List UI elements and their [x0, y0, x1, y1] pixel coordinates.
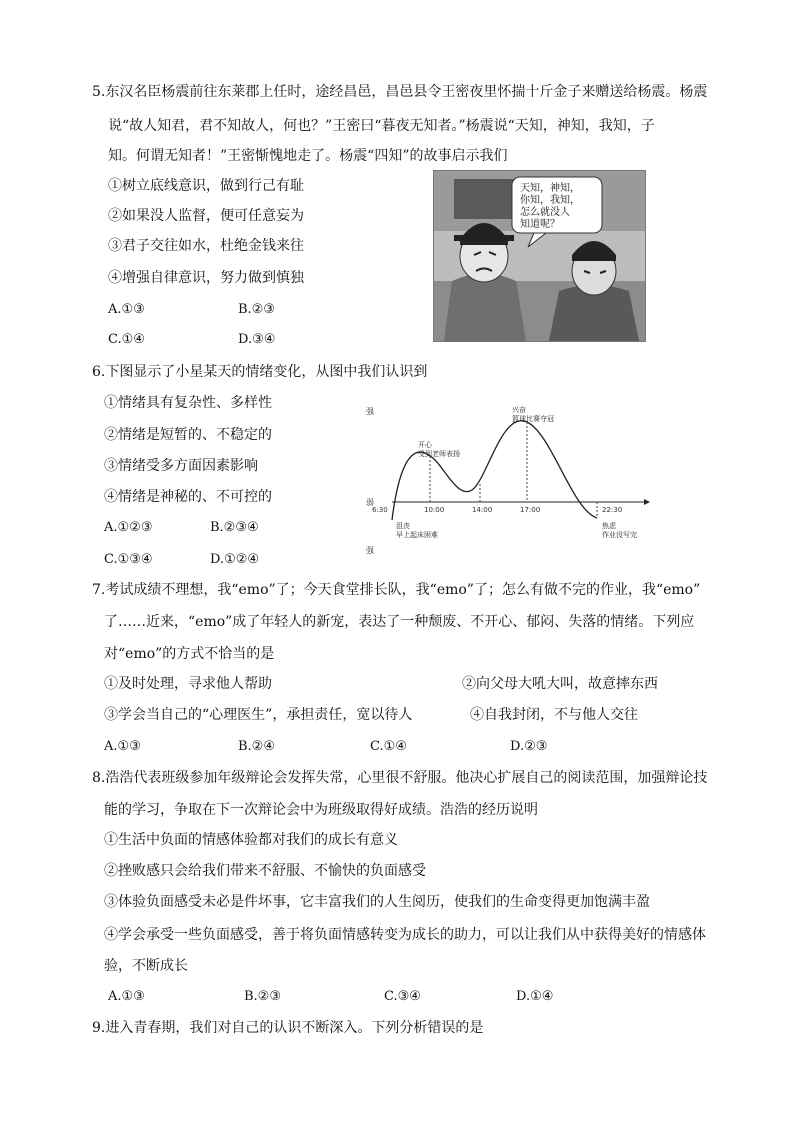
q8-item-3: ③体验负面感受未必是件坏事，它丰富我们的人生阅历，使我们的生命变得更加饱满丰盈	[104, 894, 650, 910]
q8-option-b: B.②③	[244, 989, 281, 1004]
q8-item-2: ②挫败感只会给我们带来不舒服、不愉快的负面感受	[104, 863, 426, 879]
q7-option-c: C.①④	[370, 739, 407, 754]
q5-option-a: A.①③	[108, 302, 145, 317]
q7-option-b: B.②④	[238, 739, 275, 754]
q8-item-4: ④学会承受一些负面感受，善于将负面情感转变为成长的助力，可以让我们从中获得美好的情感体	[104, 927, 706, 943]
q8-option-c: C.③④	[384, 989, 421, 1004]
q8-option-a: A.①③	[108, 989, 145, 1004]
q5-cartoon-illustration	[433, 170, 646, 342]
x-tick-2230: 22:30	[602, 506, 623, 514]
q7-stem-line-2: 了……近来，“emo”成了年轻人的新宠，表达了一种颓废、不开心、郁闷、失落的情绪。下列应	[104, 614, 695, 630]
q6-option-a: A.①②③	[104, 520, 153, 535]
q5-stem-line-1: 5.东汉名臣杨震前往东莱郡上任时，途经昌邑，昌邑县令王密夜里怀揣十斤金子来赠送给杨震。杨震	[92, 84, 708, 100]
q5-item-2: ②如果没人监督，便可任意妄为	[108, 208, 304, 224]
bubble-line-3: 怎么就没人	[520, 207, 570, 218]
mood-chart	[362, 400, 654, 560]
q7-item-2: ②向父母大吼大叫，故意摔东西	[462, 676, 658, 692]
x-axis-arrow	[644, 499, 650, 505]
cartoon-drawing	[434, 171, 645, 341]
q5-option-b: B.②③	[238, 302, 275, 317]
q5-item-3: ③君子交往如水，杜绝金钱来往	[108, 238, 304, 254]
q5-stem-line-2: 说“故人知君，君不知故人，何也？”王密曰“暮夜无知者。”杨震说“天知，神知，我知，子	[108, 118, 655, 134]
q5-option-d: D.③④	[238, 332, 276, 347]
q6-option-b: B.②③④	[210, 520, 259, 535]
x-tick-630: 6:30	[372, 506, 388, 514]
annotation-anxious: 焦虑	[602, 522, 616, 530]
x-tick-1000: 10:00	[424, 506, 445, 514]
mood-curve	[392, 421, 597, 520]
q6-option-d: D.①②④	[210, 552, 260, 567]
x-tick-1400: 14:00	[472, 506, 493, 514]
q6-stem: 6.下图显示了小星某天的情绪变化，从图中我们认识到	[92, 364, 428, 380]
q7-stem-line-3: 对“emo”的方式不恰当的是	[104, 646, 275, 662]
annotation-anxious-cause: 作业没写完	[602, 531, 637, 539]
q7-item-3: ③学会当自己的“心理医生”，承担责任，宽以待人	[104, 707, 413, 723]
q6-item-2: ②情绪是短暂的、不稳定的	[104, 427, 272, 443]
q6-option-c: C.①③④	[104, 552, 153, 567]
q6-item-4: ④情绪是神秘的、不可控的	[104, 489, 272, 505]
q9-stem: 9.进入青春期，我们对自己的认识不断深入。下列分析错误的是	[92, 1020, 484, 1036]
q8-item-1: ①生活中负面的情感体验都对我们的成长有意义	[104, 832, 398, 848]
q7-option-d: D.②③	[510, 739, 548, 754]
y-label-top: 强	[366, 407, 374, 416]
q5-item-4: ④增强自律意识，努力做到慎独	[108, 270, 304, 286]
q5-option-c: C.①④	[108, 332, 145, 347]
x-tick-1700: 17:00	[520, 506, 541, 514]
annotation-depressed-cause: 早上起床困难	[396, 531, 438, 539]
q7-stem-line-1: 7.考试成绩不理想，我“emo”了；今天食堂排长队，我“emo”了；怎么有做不完的作业，我“emo”	[92, 582, 701, 598]
bubble-line-2: 你知，我知，	[520, 195, 580, 206]
q7-item-4: ④自我封闭，不与他人交往	[470, 707, 638, 723]
q5-stem-line-3: 知。何谓无知者！”王密惭愧地走了。杨震“四知”的故事启示我们	[108, 148, 508, 164]
q5-item-1: ①树立底线意识，做到行己有耻	[108, 178, 304, 194]
q6-item-3: ③情绪受多方面因素影响	[104, 458, 258, 474]
y-label-bottom: 强	[366, 546, 374, 555]
y-label-middle: 弱	[366, 498, 374, 507]
q7-item-1: ①及时处理，寻求他人帮助	[104, 676, 272, 692]
annotation-depressed: 沮丧	[396, 522, 410, 530]
q6-item-1: ①情绪具有复杂性、多样性	[104, 395, 272, 411]
annotation-excited-cause: 篮球比赛夺冠	[512, 415, 554, 423]
annotation-happy-cause: 受到老师表扬	[418, 450, 460, 458]
bubble-line-4: 知道呢？	[520, 219, 560, 230]
mood-chart-svg	[362, 400, 654, 560]
annotation-excited: 兴奋	[512, 406, 526, 414]
q8-stem-line-2: 能的学习，争取在下一次辩论会中为班级取得好成绩。浩浩的经历说明	[104, 802, 538, 818]
q7-option-a: A.①③	[104, 739, 141, 754]
q8-option-d: D.①④	[516, 989, 554, 1004]
bubble-line-1: 天知，神知，	[520, 183, 580, 194]
annotation-happy: 开心	[418, 441, 432, 449]
q8-item-4-continued: 验，不断成长	[104, 958, 188, 974]
q8-stem-line-1: 8.浩浩代表班级参加年级辩论会发挥失常，心里很不舒服。他决心扩展自己的阅读范围，加强辩论技	[92, 770, 708, 786]
